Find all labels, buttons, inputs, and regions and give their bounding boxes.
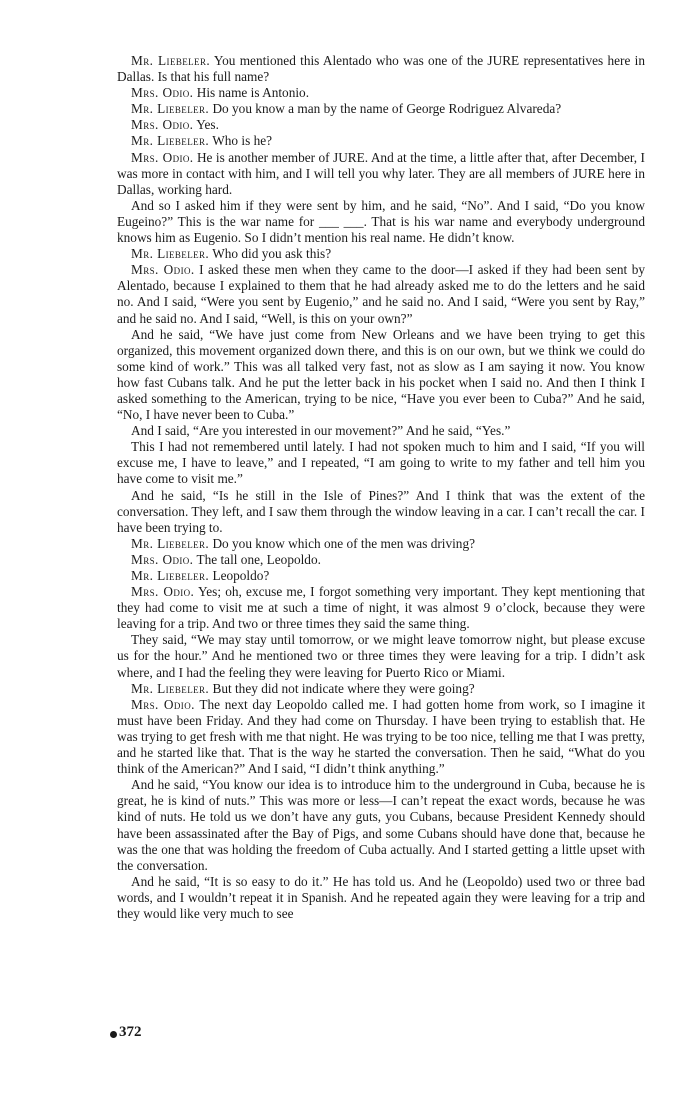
paragraph-text: Yes. [193,117,219,133]
speaker-name: Mrs. Odio. [131,584,195,600]
continuation-paragraph [117,439,645,487]
paragraph-text: And he said, “It is so easy to do it.” He has told us. And he (Leopoldo) used two or three bad words, and I wouldn’t repeat it in Spanish. And he repeated again they were leaving for a trip and they would like very much to see [117,873,645,921]
speaker-name: Mr. Liebeler. [131,133,210,149]
paragraph-text: And so I asked him if they were sent by him, and he said, “No”. And I said, “Do you know Eugeino?” This is the war name for ___ ___. That is his war name and everybody underground knows him as Eugenio. So I didn’t mention his real name. He didn’t know. [117,197,645,246]
speaker-name: Mrs. Odio. [131,551,194,567]
speaker-name: Mrs. Odio. [131,149,194,165]
paragraph-text: The tall one, Leopoldo. [193,551,321,567]
paragraph-text: And he said, “We have just come from New Orleans and we have been trying to get this organized, this movement organized down there, and this is on our own, but we think we could do some kind of work.” This was all talked very fast, not as slow as I am saying it now. You know how fast Cubans talk. And he put the letter back in his pocket when I said no. And then I think I asked something to the American, trying to be nice, “Have you ever been to Cuba?” And he said, “No, I have never been to Cuba.” [117,326,645,423]
paragraph-text: Who is he? [209,133,273,149]
speaker-paragraph [117,133,645,149]
paragraph-text: And he said, “You know our idea is to introduce him to the underground in Cuba, because he is great, he is kind of nuts.” This was more or less—I can’t repeat the exact words, because he was kind of nuts. He told us we don’t have any guts, you Cubans, because President Kennedy should have been assassinated after the Bay of Pigs, and some Cubans should have done that, because he was the one that was holding the freedom of Cuba actually. And I started getting a little upset with the conversation. [117,777,645,873]
paragraph-text: Yes; oh, excuse me, I forgot something very important. They kept mentioning that they had come to visit me at such a time of night, it was almost 9 o’clock, because they were leaving for a trip. And two or three times they said the same thing. [117,584,645,632]
bullet-mark [110,1031,117,1038]
paragraph-text: They said, “We may stay until tomorrow, or we might leave tomorrow night, but please excuse us for the hour.” And he mentioned two or three times they were leaving for a trip. I didn’t ask where, and I had the feeling they were leaving for Puerto Rico or Miami. [117,632,645,680]
paragraph-text: Leopoldo? [209,568,270,583]
speaker-paragraph [117,246,645,262]
continuation-paragraph [117,198,645,246]
speaker-name: Mrs. Odio. [131,696,195,712]
paragraph-text: He is another member of JURE. And at the time, a little after that, after December, I was more in contact with him, and I will tell you why later. They are all members of JURE here in Dallas, working hard. [117,149,645,197]
continuation-paragraph [117,632,645,680]
paragraph-text: Do you know a man by the name of George Rodriguez Alvareda? [209,101,562,117]
speaker-name: Mr. Liebeler. [131,568,210,583]
speaker-paragraph [117,85,645,101]
paragraph-text: And he said, “Is he still in the Isle of Pines?” And I think that was the extent of the conversation. They left, and I saw them through the window leaving in a car. I can’t recall the car. I have been trying to. [117,487,645,535]
paragraph-text: This I had not remembered until lately. I had not spoken much to him and I said, “If you will excuse me, I have to leave,” and I repeated, “I am going to write to my father and tell him you have come to visit me.” [117,439,645,487]
page-number [110,1024,142,1041]
speaker-paragraph [117,536,645,552]
speaker-paragraph [117,117,645,133]
speaker-paragraph [117,584,645,632]
speaker-paragraph [117,697,645,777]
continuation-paragraph [117,874,645,922]
paragraph-text: Who did you ask this? [209,246,332,262]
paragraph-text: Do you know which one of the men was driving? [209,535,476,551]
paragraph-text: And I said, “Are you interested in our movement?” And he said, “Yes.” [131,423,511,439]
paragraph-text: His name is Antonio. [193,85,310,101]
speaker-name: Mr. Liebeler. [131,680,210,696]
testimony-text [117,53,645,922]
paragraph-text: But they did not indicate where they were going? [209,680,475,696]
speaker-paragraph [117,568,645,584]
speaker-name: Mr. Liebeler. [131,101,210,117]
paragraph-text: You mentioned this Alentado who was one of the JURE representatives here in Dallas. Is that his full name? [117,53,645,85]
speaker-paragraph [117,150,645,198]
speaker-name: Mrs. Odio. [131,117,194,133]
speaker-paragraph [117,262,645,326]
speaker-name: Mrs. Odio. [131,262,195,278]
page-number-value: 372 [119,1024,142,1040]
speaker-paragraph [117,101,645,117]
paragraph-text: The next day Leopoldo called me. I had gotten home from work, so I imagine it must have been Friday. And they had come on Thursday. I have been trying to establish that. He was trying to get fresh with me that night. He was trying to be too nice, telling me that I was pretty, and he started like that. That is the way he started the conversation. Then he said, “What do you think of the American?” And I said, “I didn’t think anything.” [117,696,646,777]
speaker-name: Mrs. Odio. [131,85,194,101]
continuation-paragraph [117,777,645,874]
speaker-paragraph [117,53,645,85]
paragraph-text: I asked these men when they came to the door—I asked if they had been sent by Alentado, because I explained to them that he had already asked me to do the letters and he said no. And I said, “Were you sent by Eugenio,” and he said no. And I said, “Were you sent by Ray,” and he said no. And I said, “Well, is this on your own?” [117,262,645,326]
speaker-paragraph [117,552,645,568]
speaker-paragraph [117,681,645,697]
continuation-paragraph [117,488,645,536]
speaker-name: Mr. Liebeler. [131,535,210,551]
continuation-paragraph [117,327,645,424]
continuation-paragraph [117,423,645,439]
speaker-name: Mr. Liebeler. [131,246,210,262]
speaker-name: Mr. Liebeler. [131,53,211,68]
